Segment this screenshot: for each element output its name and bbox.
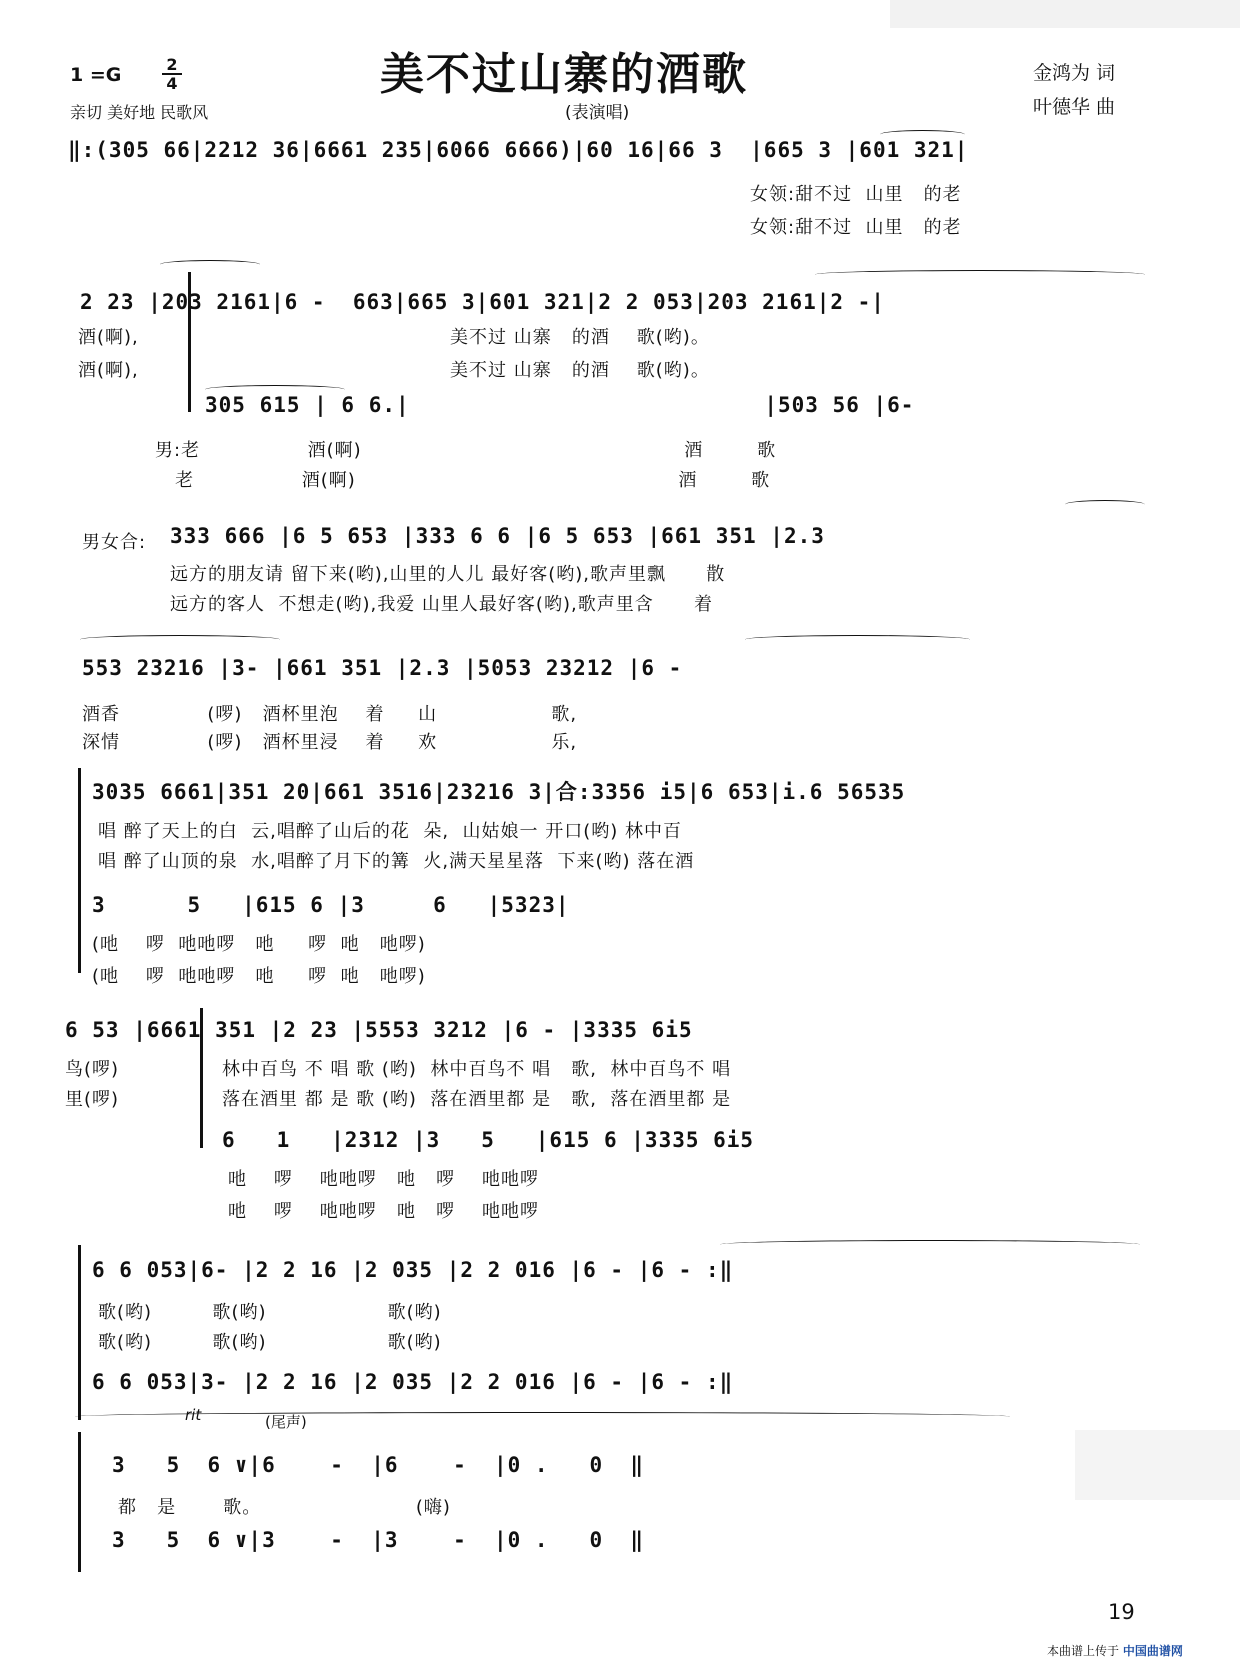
performance-style: 亲切 美好地 民歌风 xyxy=(70,103,209,122)
slur xyxy=(880,130,965,139)
time-sig-top: 2 xyxy=(166,55,178,74)
scan-margin-patch xyxy=(1075,1430,1240,1500)
slur xyxy=(80,635,280,644)
system-3-notation: 333 666 |6 5 653 |333 6 6 |6 5 653 |661 351 |2.3 xyxy=(170,524,825,548)
system-5-lower-lyric-a: (吔 啰 吔吔啰 吔 啰 吔 吔啰) xyxy=(92,934,426,955)
system-8-lyric: 都 是 歌。 (嗨) xyxy=(118,1497,451,1518)
composer-credit: 叶德华 曲 xyxy=(1033,96,1116,118)
footer-upload-note xyxy=(1047,1642,1183,1659)
ritardando-mark: rit xyxy=(185,1406,202,1424)
system-8-bracket xyxy=(78,1432,81,1572)
time-signature xyxy=(162,56,182,92)
system-6-lyric-left-verse-1: 鸟(啰) xyxy=(65,1059,120,1080)
system-5-lower-lyric-b: (吔 啰 吔吔啰 吔 啰 吔 吔啰) xyxy=(92,966,426,987)
system-3-label: 男女合: xyxy=(82,532,147,553)
system-4-lyric-verse-1: 酒香 (啰) 酒杯里泡 着 山 歌, xyxy=(82,704,578,725)
system-8-upper-notation: 3 5 6 ∨|6 - |6 - |0 . 0 ‖ xyxy=(112,1453,645,1477)
coda-slur xyxy=(75,1412,1010,1421)
system-5-lyric-verse-1: 唱 醉了天上的白 云,唱醉了山后的花 朵, 山姑娘一 开口(哟) 林中百 xyxy=(98,821,682,842)
system-7-lyric-verse-1: 歌(哟) 歌(哟) 歌(哟) xyxy=(98,1302,442,1323)
system-4-lyric-verse-2: 深情 (啰) 酒杯里浸 着 欢 乐, xyxy=(82,732,578,753)
system-6-lower-lyric-a: 吔 啰 吔吔啰 吔 啰 吔吔啰 xyxy=(228,1169,539,1190)
coda-label: (尾声) xyxy=(265,1413,307,1431)
slur xyxy=(815,270,1145,279)
system-4-notation: 553 23216 |3- |661 351 |2.3 |5053 23212 |6 - xyxy=(82,656,683,680)
system-6-lower-notation: 6 1 |2312 |3 5 |615 6 |3335 6i5 xyxy=(222,1128,755,1152)
system-2-upper-notation: 2 23 |203 2161|6 - 663|665 3|601 321|2 2 053|203 2161|2 -| xyxy=(80,290,885,314)
system-7-lyric-verse-2: 歌(哟) 歌(哟) 歌(哟) xyxy=(98,1332,442,1353)
system-5-upper-notation: 3035 6661|351 20|661 3516|23216 3|合:3356 i5|6 653|i.6 56535 xyxy=(92,780,906,804)
slur xyxy=(720,1240,1140,1249)
system-6-lower-lyric-b: 吔 啰 吔吔啰 吔 啰 吔吔啰 xyxy=(228,1201,539,1222)
system-6-lyric-verse-1: 林中百鸟 不 唱 歌 (哟) 林中百鸟不 唱 歌, 林中百鸟不 唱 xyxy=(222,1059,732,1080)
key-signature: 1 =G xyxy=(70,64,122,86)
upload-note-text: 本曲谱上传于 xyxy=(1047,1644,1120,1658)
system-3-lyric-verse-1: 远方的朋友请 留下来(哟),山里的人儿 最好客(哟),歌声里飘 散 xyxy=(170,564,726,585)
crescendo-mark xyxy=(160,260,260,269)
system-3-lyric-verse-2: 远方的客人 不想走(哟),我爱 山里人最好客(哟),歌声里含 着 xyxy=(170,594,714,615)
page-number: 19 xyxy=(1108,1600,1135,1624)
system-6-lyric-verse-2: 落在酒里 都 是 歌 (哟) 落在酒里都 是 歌, 落在酒里都 是 xyxy=(222,1089,732,1110)
song-title: 美不过山寨的酒歌 xyxy=(380,49,748,100)
system-7-bracket xyxy=(78,1245,81,1420)
system-8-lower-notation: 3 5 6 ∨|3 - |3 - |0 . 0 ‖ xyxy=(112,1528,645,1552)
lyricist-credit: 金鸿为 词 xyxy=(1033,62,1116,84)
time-sig-bottom: 4 xyxy=(162,73,182,92)
system-1-lyric-verse-2: 女领:甜不过 山里 的老 xyxy=(750,217,962,238)
system-2-lower-notation: 305 615 | 6 6.| |503 56 |6- xyxy=(205,393,915,417)
system-2-lyric-verse-2: 美不过 山寨 的酒 歌(哟)。 xyxy=(450,360,710,381)
scan-corner-patch xyxy=(890,0,1240,28)
slur xyxy=(205,385,345,394)
system-2-male-lyric-a: 男:老 酒(啊) 酒 歌 xyxy=(155,440,777,461)
dynamic-hairpin xyxy=(1065,500,1145,509)
system-5-lower-notation: 3 5 |615 6 |3 6 |5323| xyxy=(92,893,570,917)
system-5-bracket xyxy=(78,768,81,973)
system-1-notation: ‖:(305 66|2212 36|6661 235|6066 6666)|60 16|66 3 |665 3 |601 321| xyxy=(68,138,969,162)
slur xyxy=(745,635,970,644)
system-2-lyric-left-verse-1: 酒(啊), xyxy=(78,327,139,348)
system-7-upper-notation: 6 6 053|6- |2 2 16 |2 035 |2 2 016 |6 - |6 - :‖ xyxy=(92,1258,734,1282)
system-2-lyric-left-verse-2: 酒(啊), xyxy=(78,360,139,381)
system-6-lyric-left-verse-2: 里(啰) xyxy=(65,1089,120,1110)
system-6-upper-notation: 6 53 |6661 351 |2 23 |5553 3212 |6 - |3335 6i5 xyxy=(65,1018,693,1042)
system-2-lyric-verse-1: 美不过 山寨 的酒 歌(哟)。 xyxy=(450,327,710,348)
system-1-lyric-verse-1: 女领:甜不过 山里 的老 xyxy=(750,184,962,205)
song-subtitle: (表演唱) xyxy=(565,103,630,123)
system-7-lower-notation: 6 6 053|3- |2 2 16 |2 035 |2 2 016 |6 - |6 - :‖ xyxy=(92,1370,734,1394)
site-logo-text: 中国曲谱网 xyxy=(1122,1644,1183,1658)
system-2-male-lyric-b: 老 酒(啊) 酒 歌 xyxy=(155,470,771,491)
system-5-lyric-verse-2: 唱 醉了山顶的泉 水,唱醉了月下的篝 火,满天星星落 下来(哟) 落在酒 xyxy=(98,851,695,872)
